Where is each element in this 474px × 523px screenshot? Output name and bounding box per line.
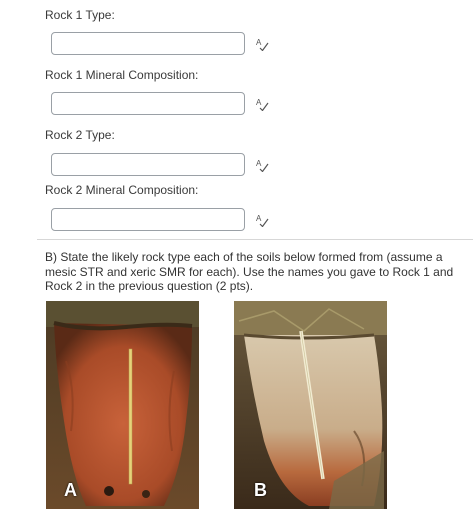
- svg-text:A: A: [256, 98, 262, 107]
- rock2-mineral-input[interactable]: [51, 208, 245, 231]
- rock1-mineral-label: Rock 1 Mineral Composition:: [45, 68, 199, 82]
- spellcheck-icon[interactable]: [255, 97, 269, 111]
- soil-pit-pale-image: [234, 301, 387, 509]
- rock1-type-input[interactable]: [51, 32, 245, 55]
- rock2-type-label: Rock 2 Type:: [45, 128, 115, 142]
- soil-photo-a: [46, 301, 199, 509]
- svg-text:A: A: [256, 214, 262, 223]
- photo-b-label: B: [254, 480, 267, 500]
- photo-a-label: A: [64, 480, 77, 500]
- question-b-text: B) State the likely rock type each of the soils below formed from (assume a mesic STR and xeric SMR for each). Use the names you gave to Rock 1 and Rock 2 in the previous question (2 pts).: [45, 250, 454, 293]
- rock1-mineral-input[interactable]: [51, 92, 245, 115]
- spellcheck-icon[interactable]: [255, 37, 269, 51]
- soil-pit-red-image: [46, 301, 199, 509]
- spellcheck-icon[interactable]: [255, 213, 269, 227]
- rock2-type-input[interactable]: [51, 153, 245, 176]
- section-divider: [37, 239, 473, 240]
- soil-photo-b: [234, 301, 387, 509]
- rock1-type-label: Rock 1 Type:: [45, 8, 115, 22]
- svg-text:A: A: [256, 38, 262, 47]
- spellcheck-icon[interactable]: [255, 158, 269, 172]
- rock2-mineral-label: Rock 2 Mineral Composition:: [45, 183, 199, 197]
- svg-text:A: A: [256, 159, 262, 168]
